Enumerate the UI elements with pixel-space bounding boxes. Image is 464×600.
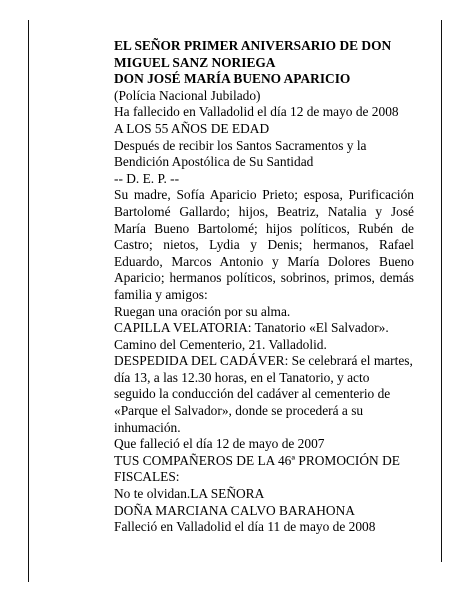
second-death-statement: Falleció en Valladolid el día 11 de mayo de 2008 [114, 519, 376, 535]
obituary-column [114, 38, 414, 536]
deceased-name: DON JOSÉ MARÍA BUENO APARICIO [114, 71, 351, 87]
column-rule-left [28, 20, 29, 582]
sacraments-statement: Después de recibir los Santos Sacramentos y la Bendición Apostólica de Su Santidad [114, 137, 367, 170]
death-statement: Ha fallecido en Valladolid el día 12 de mayo de 2008 [114, 104, 399, 120]
prayer-request: Ruegan una oración por su alma. [114, 303, 291, 319]
chapel-info: CAPILLA VELATORIA: Tanatorio «El Salvador». Camino del Cementerio, 21. Valladolid. [114, 320, 389, 352]
age-statement: A LOS 55 AÑOS DE EDAD [114, 120, 270, 136]
notice-heading: EL SEÑOR PRIMER ANIVERSARIO DE DON MIGUEL SANZ NORIEGA [114, 38, 392, 70]
column-rule-right [441, 20, 442, 562]
dep-line: -- D. E. P. -- [114, 170, 180, 186]
second-deceased-name: DOÑA MARCIANA CALVO BARAHONA [114, 502, 355, 518]
deceased-role: (Polícia Nacional Jubilado) [114, 87, 261, 103]
family-paragraph: Su madre, Sofía Aparicio Prieto; esposa, Purificación Bartolomé Gallardo; hijos, Beatriz, Natalia y José María Bueno Bartolomé; hijos políticos, Rubén de Castro; nietos, Lydia y Denis; hermanos, Rafael Eduardo, Marcos Antonio y María Dolores Bueno Aparicio; hermanos políticos, sobrinos, primos, demás familia y amigos: [114, 187, 414, 302]
colleagues-line: TUS COMPAÑEROS DE LA 46ª PROMOCIÓN DE FISCALES: [114, 452, 400, 485]
closing-line: No te olvidan.LA SEÑORA [114, 486, 265, 502]
farewell-info: DESPEDIDA DEL CADÁVER: Se celebrará el martes, día 13, a las 12.30 horas, en el Tanatorio, y acto seguido la conducción del cadáver al cementerio de «Parque el Salvador», donde se procederá a su inhumación. [114, 353, 413, 435]
anniversary-line: Que falleció el día 12 de mayo de 2007 [114, 436, 325, 452]
